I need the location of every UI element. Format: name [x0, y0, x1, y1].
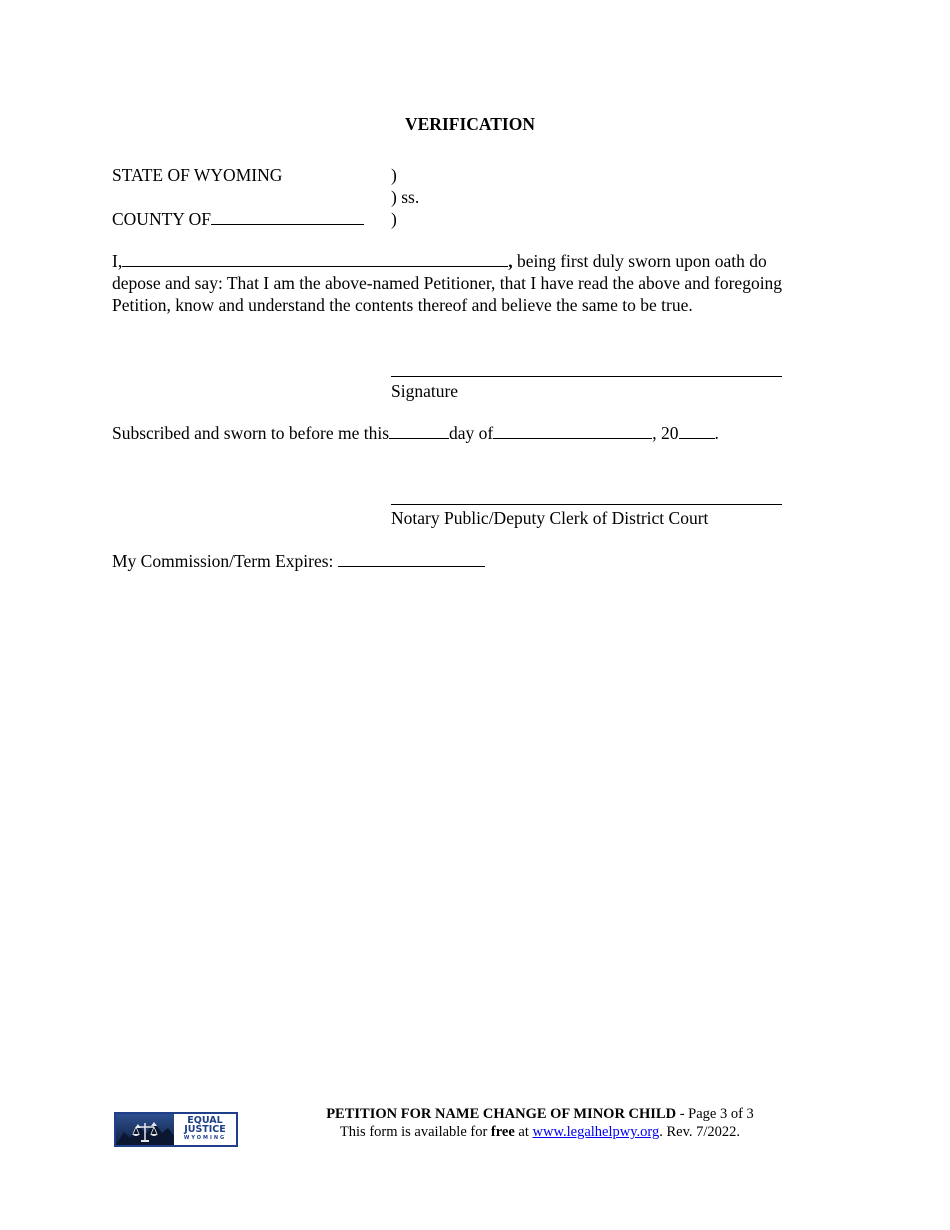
commission-line — [112, 550, 485, 572]
oath-line1-rest: being first duly sworn upon oath do — [512, 251, 767, 271]
venue-paren-1: ) — [391, 165, 397, 185]
subscribed-part3: , 20 — [652, 423, 679, 443]
footer-website-link[interactable]: www.legalhelpwy.org — [532, 1124, 660, 1140]
venue-paren-3: ) — [391, 209, 397, 229]
notary-signature-line[interactable] — [391, 504, 782, 505]
signature-line[interactable] — [391, 376, 782, 377]
footer-line-2 — [300, 1123, 780, 1141]
signature-label: Signature — [391, 381, 459, 401]
oath-comma: , — [508, 251, 513, 271]
footer-avail-at: at — [514, 1124, 533, 1140]
oath-line-3: Petition, know and understand the contents thereof and believe the same to be true. — [112, 295, 693, 315]
petitioner-name-field[interactable] — [122, 250, 508, 267]
logo-line-1: EQUAL — [187, 1115, 223, 1126]
month-field[interactable] — [493, 422, 652, 439]
page-title: VERIFICATION — [405, 114, 535, 134]
oath-prefix: I, — [112, 251, 123, 271]
oath-line-1 — [112, 250, 767, 272]
logo-text — [174, 1114, 236, 1145]
footer-free: free — [490, 1124, 515, 1140]
notary-label: Notary Public/Deputy Clerk of District Court — [391, 508, 709, 528]
footer — [300, 1105, 780, 1141]
scales-mountain-icon — [116, 1114, 174, 1145]
footer-revision: . Rev. 7/2022. — [659, 1124, 741, 1140]
footer-line-1 — [300, 1105, 780, 1123]
day-field[interactable] — [389, 422, 449, 439]
county-label-text: COUNTY OF — [112, 209, 212, 229]
oath-line-2: depose and say: That I am the above-named Petitioner, that I have read the above and foregoing — [112, 273, 783, 293]
county-label — [112, 208, 364, 230]
footer-avail-prefix: This form is available for — [339, 1124, 491, 1140]
year-field[interactable] — [679, 422, 715, 439]
logo-line-2: JUSTICE — [184, 1124, 226, 1135]
logo-line-3: WYOMING — [183, 1135, 227, 1141]
footer-page-info: - Page 3 of 3 — [676, 1106, 754, 1122]
state-label: STATE OF WYOMING — [112, 165, 283, 185]
equal-justice-wyoming-logo — [114, 1112, 238, 1147]
commission-expiry-field[interactable] — [338, 550, 485, 567]
commission-label: My Commission/Term Expires: — [112, 551, 338, 571]
venue-paren-2: ) ss. — [391, 187, 420, 207]
subscribed-part4: . — [714, 423, 719, 443]
subscribed-part1: Subscribed and sworn to before me this — [112, 423, 390, 443]
subscribed-line — [112, 422, 719, 444]
footer-form-title: PETITION FOR NAME CHANGE OF MINOR CHILD — [326, 1106, 677, 1122]
county-field[interactable] — [211, 208, 364, 225]
subscribed-part2: day of — [449, 423, 494, 443]
